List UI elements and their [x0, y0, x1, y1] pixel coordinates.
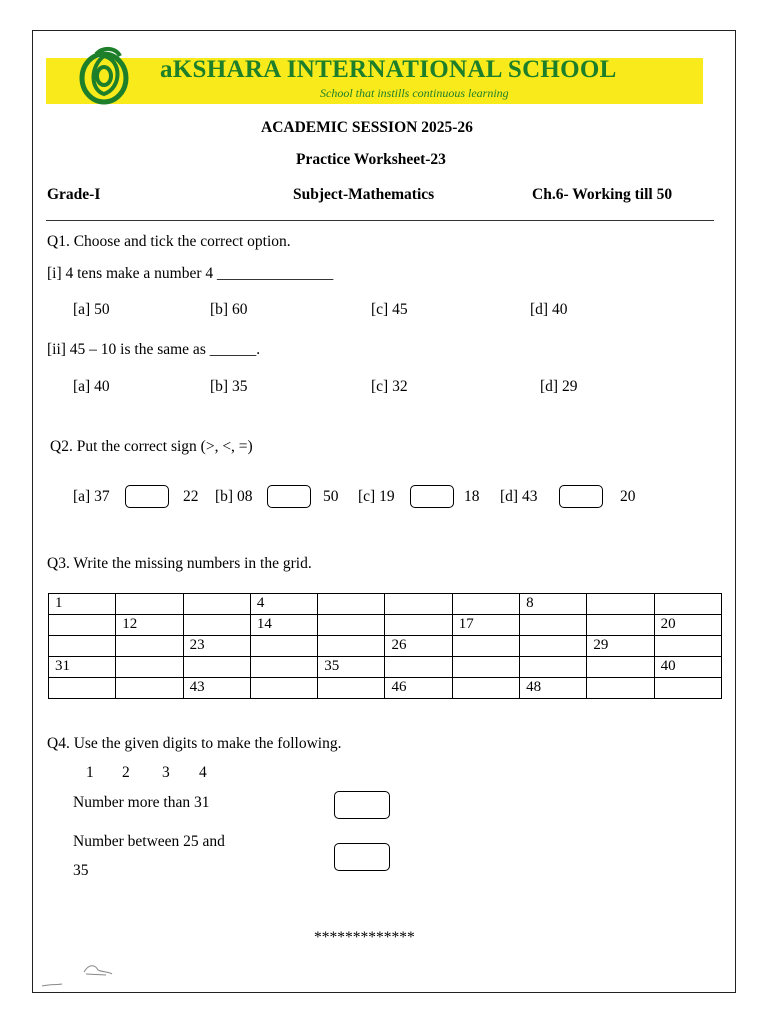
grid-cell: 29 — [587, 636, 654, 657]
q1-title: Q1. Choose and tick the correct option. — [47, 233, 291, 250]
q1-i-text: [i] 4 tens make a number 4 _______________ — [47, 265, 334, 282]
q1-ii-option-c[interactable]: [c] 32 — [371, 378, 408, 395]
school-tagline: School that instills continuous learning — [320, 86, 509, 100]
q2-a-sign-box[interactable] — [125, 485, 169, 508]
q4-title: Q4. Use the given digits to make the following. — [47, 735, 342, 752]
grid-cell: 31 — [49, 657, 116, 678]
q2-b-sign-box[interactable] — [267, 485, 311, 508]
q4-part1-answer-box[interactable] — [334, 791, 390, 819]
q4-part2-text-line2: 35 — [73, 862, 89, 879]
grid-cell[interactable] — [587, 615, 654, 636]
grid-cell[interactable] — [520, 615, 587, 636]
worksheet-title: Practice Worksheet-23 — [296, 151, 446, 168]
grid-cell[interactable] — [49, 678, 116, 699]
header-divider — [46, 220, 714, 221]
grid-cell: 26 — [385, 636, 452, 657]
grid-cell[interactable] — [49, 615, 116, 636]
q2-d-left: [d] 43 — [500, 488, 538, 505]
grid-cell[interactable] — [520, 657, 587, 678]
grid-cell[interactable] — [385, 615, 452, 636]
grid-row — [49, 615, 722, 636]
grid-row — [49, 657, 722, 678]
q1-ii-option-b[interactable]: [b] 35 — [210, 378, 248, 395]
grid-cell[interactable] — [587, 594, 654, 615]
grid-cell[interactable] — [116, 636, 183, 657]
q4-digit: 1 — [86, 764, 94, 781]
q1-ii-option-d[interactable]: [d] 29 — [540, 378, 578, 395]
school-name: aKSHARA INTERNATIONAL SCHOOL — [160, 56, 617, 83]
q4-digit: 2 — [122, 764, 130, 781]
q1-ii-option-a[interactable]: [a] 40 — [73, 378, 110, 395]
q1-ii-text: [ii] 45 – 10 is the same as ______. — [47, 341, 261, 358]
grid-cell: 20 — [654, 615, 721, 636]
grid-cell: 40 — [654, 657, 721, 678]
grid-cell[interactable] — [116, 594, 183, 615]
grid-row — [49, 594, 722, 615]
grid-cell[interactable] — [452, 657, 519, 678]
q1-i-option-c[interactable]: [c] 45 — [371, 301, 408, 318]
q2-c-sign-box[interactable] — [410, 485, 454, 508]
grid-cell[interactable] — [654, 594, 721, 615]
grid-cell[interactable] — [587, 678, 654, 699]
q4-part2-text-line1: Number between 25 and — [73, 833, 225, 850]
grid-cell: 48 — [520, 678, 587, 699]
q3-title: Q3. Write the missing numbers in the grid. — [47, 555, 312, 572]
q1-i-option-a[interactable]: [a] 50 — [73, 301, 110, 318]
academic-session: ACADEMIC SESSION 2025-26 — [261, 119, 473, 136]
q2-c-left: [c] 19 — [358, 488, 395, 505]
grade-label: Grade-I — [47, 186, 101, 203]
grid-cell: 46 — [385, 678, 452, 699]
grid-cell: 4 — [250, 594, 317, 615]
grid-cell[interactable] — [318, 678, 385, 699]
q4-part2-answer-box[interactable] — [334, 843, 390, 871]
grid-cell[interactable] — [520, 636, 587, 657]
grid-cell[interactable] — [654, 636, 721, 657]
grid-cell: 23 — [183, 636, 250, 657]
grid-cell[interactable] — [250, 678, 317, 699]
q4-part1-text: Number more than 31 — [73, 794, 210, 811]
q2-d-right: 20 — [620, 488, 636, 505]
q1-i-option-b[interactable]: [b] 60 — [210, 301, 248, 318]
grid-cell[interactable] — [116, 678, 183, 699]
school-logo-icon — [74, 44, 138, 106]
grid-cell[interactable] — [250, 657, 317, 678]
grid-cell[interactable] — [385, 594, 452, 615]
grid-row — [49, 678, 722, 699]
q2-a-left: [a] 37 — [73, 488, 110, 505]
grid-cell[interactable] — [452, 678, 519, 699]
grid-cell[interactable] — [452, 594, 519, 615]
q2-title: Q2. Put the correct sign (>, <, =) — [50, 438, 253, 455]
footer-stars: ************* — [314, 929, 415, 946]
grid-cell[interactable] — [318, 594, 385, 615]
grid-cell[interactable] — [183, 657, 250, 678]
grid-cell[interactable] — [183, 594, 250, 615]
grid-cell[interactable] — [49, 636, 116, 657]
grid-cell[interactable] — [116, 657, 183, 678]
q4-digit: 4 — [199, 764, 207, 781]
chapter-label: Ch.6- Working till 50 — [532, 186, 673, 203]
grid-cell: 8 — [520, 594, 587, 615]
grid-cell: 43 — [183, 678, 250, 699]
q2-b-right: 50 — [323, 488, 339, 505]
grid-cell[interactable] — [183, 615, 250, 636]
grid-cell[interactable] — [250, 636, 317, 657]
grid-cell: 35 — [318, 657, 385, 678]
grid-cell: 14 — [250, 615, 317, 636]
grid-cell: 12 — [116, 615, 183, 636]
q2-a-right: 22 — [183, 488, 199, 505]
q2-c-right: 18 — [464, 488, 480, 505]
q4-digit: 3 — [162, 764, 170, 781]
grid-cell[interactable] — [318, 636, 385, 657]
grid-cell: 1 — [49, 594, 116, 615]
grid-cell[interactable] — [587, 657, 654, 678]
number-grid — [48, 593, 722, 699]
grid-cell[interactable] — [654, 678, 721, 699]
grid-cell: 17 — [452, 615, 519, 636]
q2-b-left: [b] 08 — [215, 488, 253, 505]
scribble-mark-icon — [40, 952, 116, 992]
subject-label: Subject-Mathematics — [293, 186, 435, 203]
grid-cell[interactable] — [452, 636, 519, 657]
grid-cell[interactable] — [385, 657, 452, 678]
grid-row — [49, 636, 722, 657]
q1-i-option-d[interactable]: [d] 40 — [530, 301, 568, 318]
q2-d-sign-box[interactable] — [559, 485, 603, 508]
grid-cell[interactable] — [318, 615, 385, 636]
